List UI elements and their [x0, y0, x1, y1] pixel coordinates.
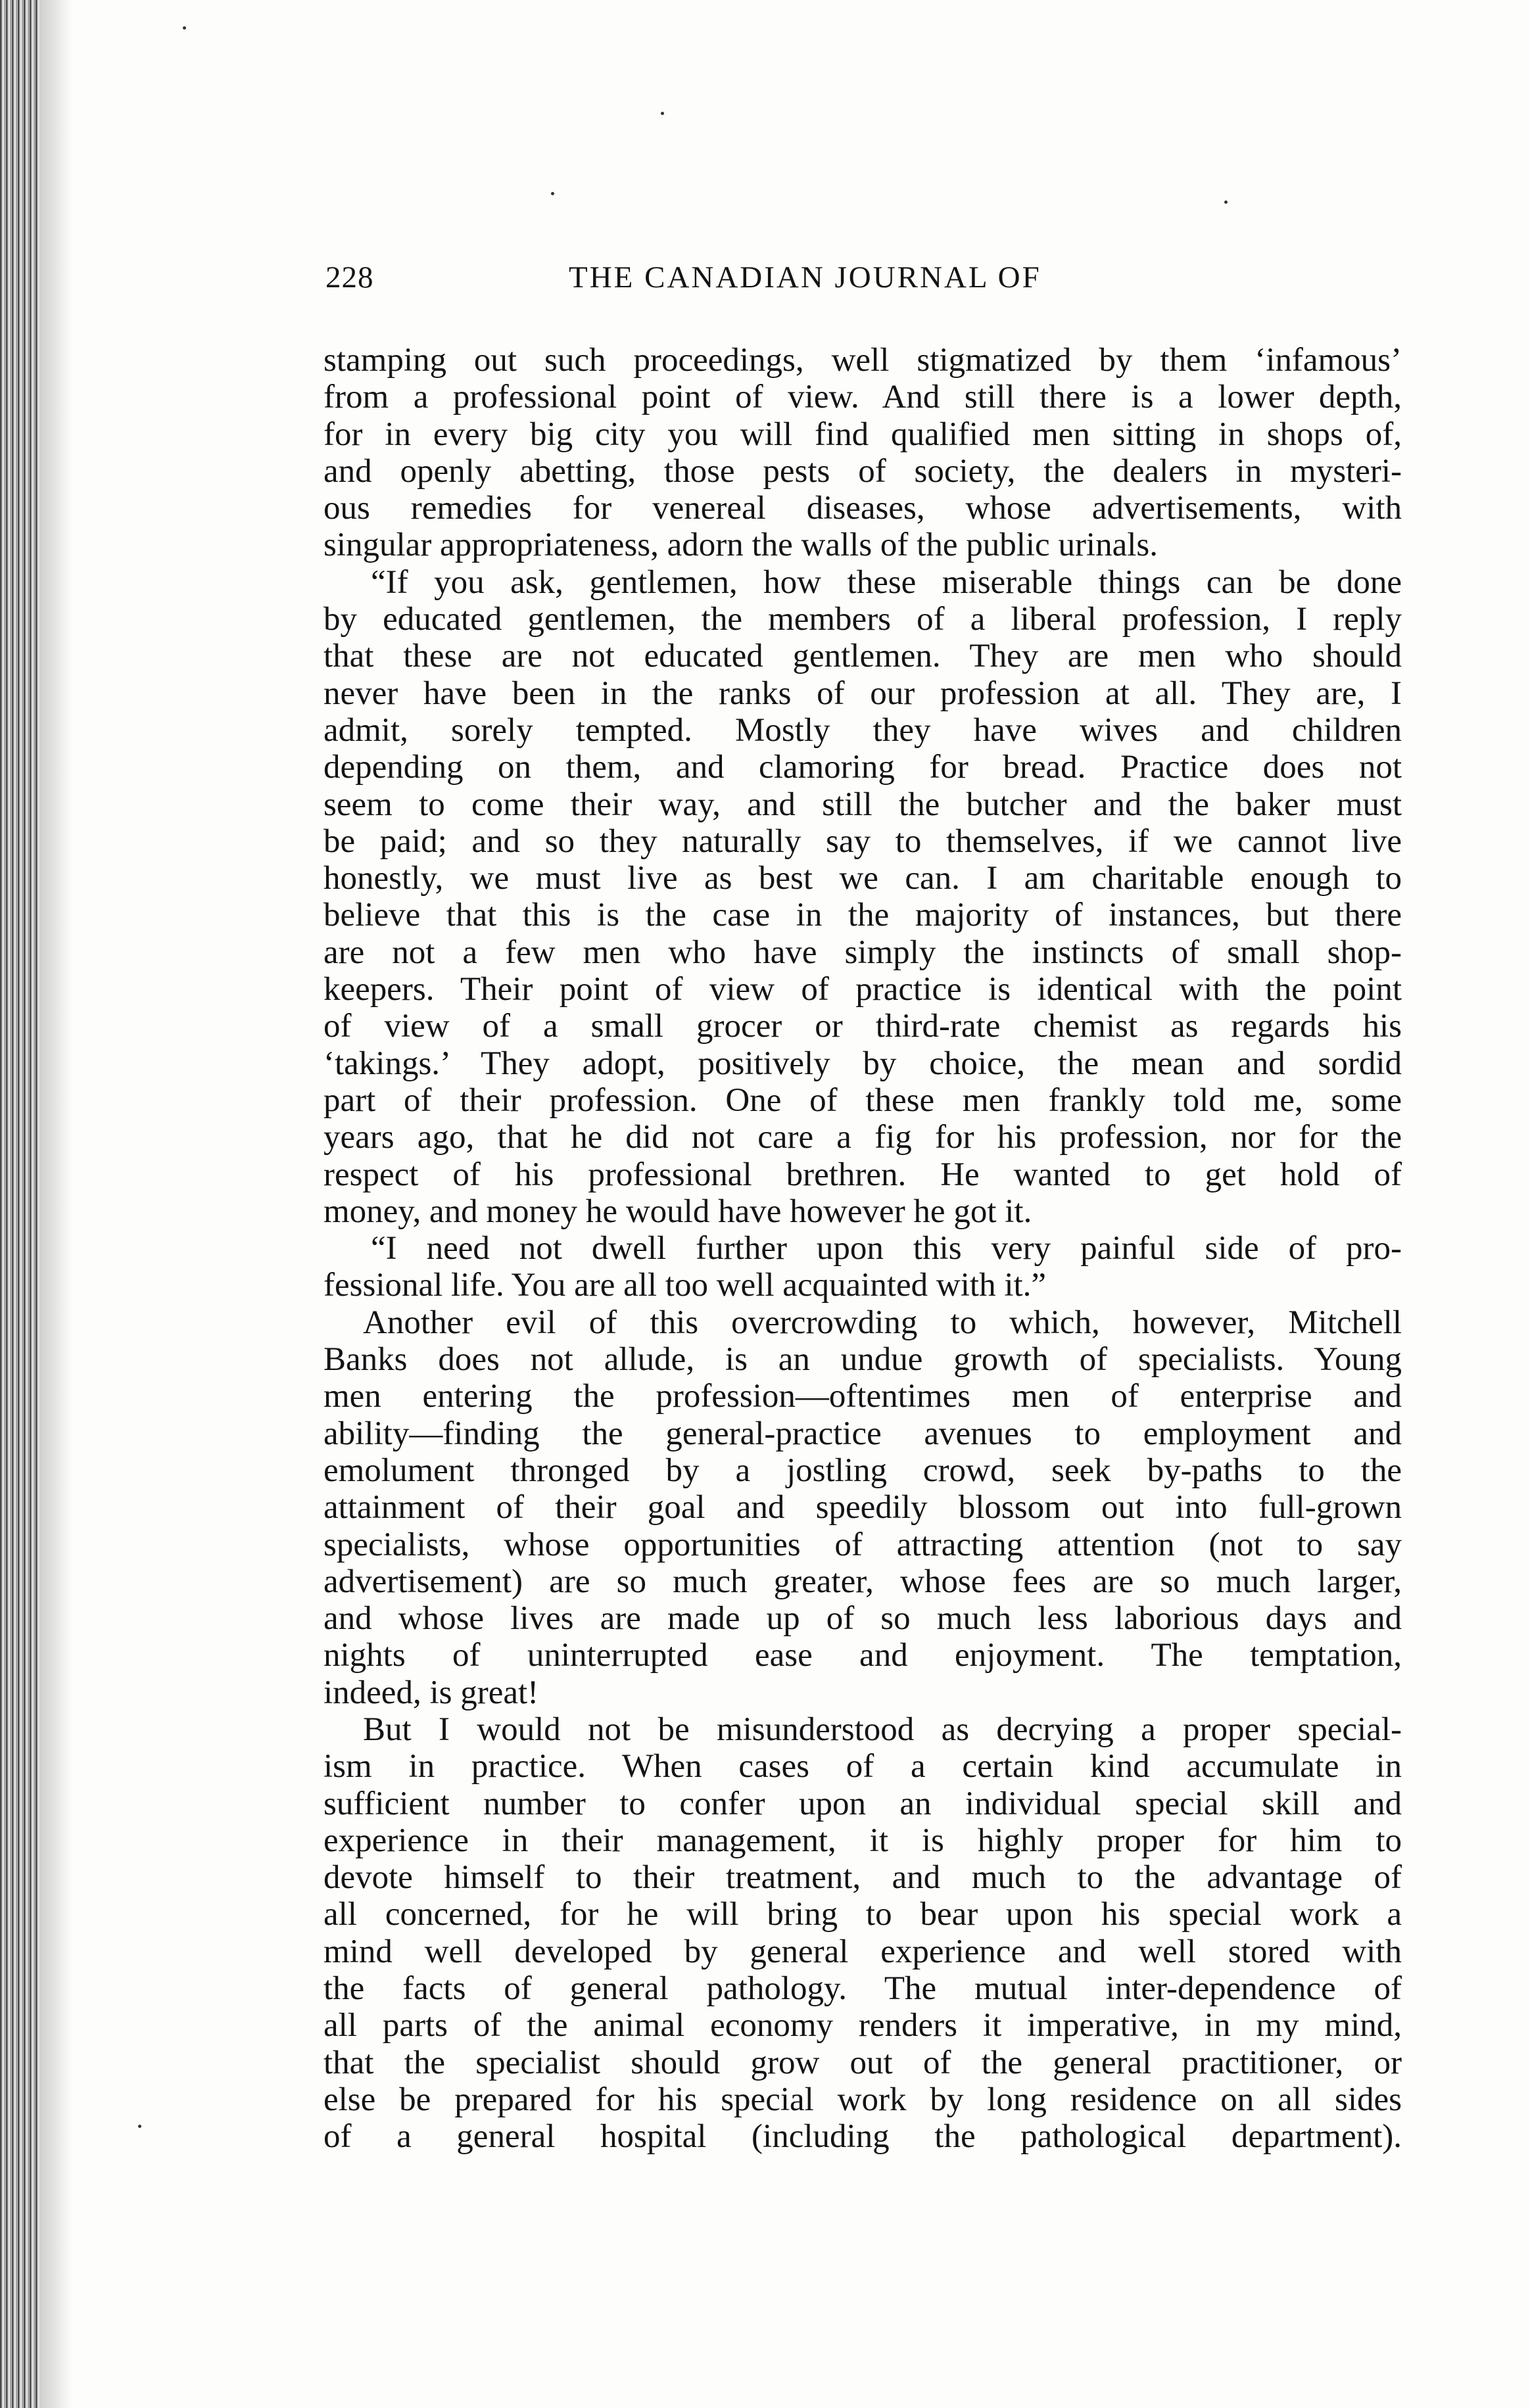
text-line: indeed, is great! [323, 1674, 539, 1711]
text-line: attainment of their goal and speedily blossom out into full-grown [323, 1489, 1402, 1526]
text-line: never have been in the ranks of our profession at all. They are, I [323, 674, 1402, 712]
text-line: years ago, that he did not care a fig for his profession, nor for the [323, 1119, 1402, 1156]
text-line: else be prepared for his special work by long residence on all sides [323, 2081, 1402, 2118]
journal-title: THE CANADIAN JOURNAL OF [569, 260, 1041, 295]
text-line: by educated gentlemen, the members of a liberal profession, I reply [323, 601, 1402, 638]
text-line: and whose lives are made up of so much less laborious days and [323, 1600, 1402, 1638]
text-line: that these are not educated gentlemen. They are men who should [323, 638, 1402, 675]
text-line: Another evil of this overcrowding to which, however, Mitchell [363, 1304, 1402, 1341]
text-line: ‘takings.’ They adopt, positively by choice, the mean and sordid [323, 1045, 1402, 1082]
scan-speck [551, 192, 554, 195]
text-line: stamping out such proceedings, well stigmatized by them ‘infamous’ [323, 342, 1402, 379]
text-line: seem to come their way, and still the butcher and the baker must [323, 786, 1402, 823]
text-line: be paid; and so they naturally say to themselves, if we cannot live [323, 822, 1402, 860]
text-line: “If you ask, gentlemen, how these miserable things can be done [371, 563, 1402, 601]
scan-speck [183, 26, 186, 30]
text-line: nights of uninterrupted ease and enjoyment. The temptation, [323, 1637, 1402, 1674]
text-line: sufficient number to confer upon an individual special skill and [323, 1785, 1402, 1822]
text-line: ability—finding the general-practice avenues to employment and [323, 1415, 1402, 1452]
text-line: honestly, we must live as best we can. I am charitable enough to [323, 860, 1402, 897]
scan-speck [138, 2125, 141, 2128]
body-text [323, 342, 1402, 2156]
text-line: and openly abetting, those pests of society, the dealers in mysteri- [323, 452, 1402, 490]
text-line: emolument thronged by a jostling crowd, seek by-paths to the [323, 1452, 1402, 1489]
text-line: admit, sorely tempted. Mostly they have wives and children [323, 711, 1402, 749]
text-line: advertisement) are so much greater, whose fees are so much larger, [323, 1563, 1402, 1600]
binding-shadow [0, 0, 39, 2408]
scan-speck [1224, 201, 1228, 204]
page-number: 228 [325, 260, 374, 295]
text-line: “I need not dwell further upon this very painful side of pro- [371, 1230, 1402, 1267]
text-line: the facts of general pathology. The mutual inter-dependence of [323, 1970, 1402, 2008]
text-line: men entering the profession—oftentimes men of enterprise and [323, 1378, 1402, 1415]
text-line: experience in their management, it is highly proper for him to [323, 1822, 1402, 1859]
text-line: mind well developed by general experience and well stored with [323, 1933, 1402, 1970]
text-line: all concerned, for he will bring to bear upon his special work a [323, 1896, 1402, 1933]
text-line: devote himself to their treatment, and much to the advantage of [323, 1859, 1402, 1897]
running-head [325, 260, 1200, 306]
text-line: of a general hospital (including the pathological department). [323, 2118, 1402, 2156]
text-line: of view of a small grocer or third-rate chemist as regards his [323, 1008, 1402, 1045]
text-line: money, and money he would have however he got it. [323, 1192, 1032, 1230]
text-line: Banks does not allude, is an undue growth of specialists. Young [323, 1341, 1402, 1379]
text-line: But I would not be misunderstood as decrying a proper special- [363, 1711, 1402, 1748]
text-line: keepers. Their point of view of practice is identical with the point [323, 971, 1402, 1008]
text-line: all parts of the animal economy renders it imperative, in my mind, [323, 2007, 1402, 2044]
text-line: singular appropriateness, adorn the walls of the public urinals. [323, 527, 1158, 564]
text-line: depending on them, and clamoring for bread. Practice does not [323, 749, 1402, 786]
text-line: specialists, whose opportunities of attracting attention (not to say [323, 1526, 1402, 1563]
text-line: ous remedies for venereal diseases, whose advertisements, with [323, 490, 1402, 527]
text-line: that the specialist should grow out of the general practitioner, or [323, 2044, 1402, 2081]
binding-fade [39, 0, 72, 2408]
text-line: respect of his professional brethren. He wanted to get hold of [323, 1156, 1402, 1193]
text-line: from a professional point of view. And still there is a lower depth, [323, 379, 1402, 416]
text-line: ism in practice. When cases of a certain kind accumulate in [323, 1748, 1402, 1785]
text-line: part of their profession. One of these men frankly told me, some [323, 1081, 1402, 1119]
text-line: are not a few men who have simply the instincts of small shop- [323, 933, 1402, 971]
text-line: fessional life. You are all too well acquainted with it.” [323, 1267, 1047, 1304]
text-line: for in every big city you will find qualified men sitting in shops of, [323, 415, 1402, 453]
text-line: believe that this is the case in the majority of instances, but there [323, 897, 1402, 934]
scan-speck [661, 112, 664, 115]
